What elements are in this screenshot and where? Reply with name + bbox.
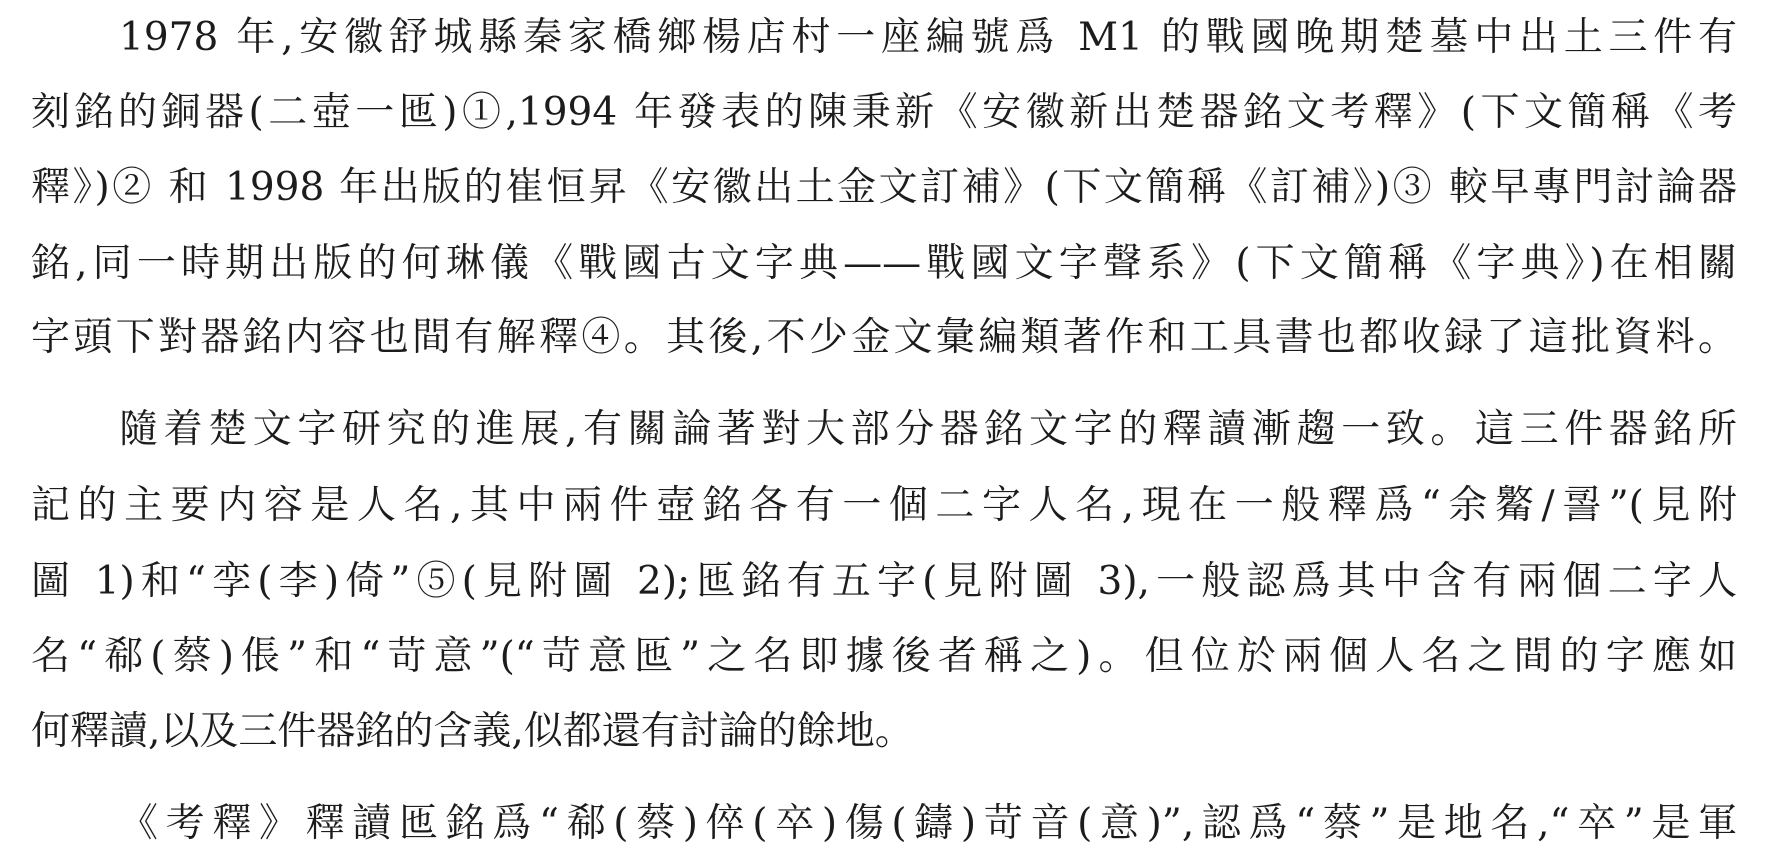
paragraph-1-line-4: 銘,同一時期出版的何琳儀《戰國古文字典——戰國文字聲系》(下文簡稱《字典》)在相關 — [31, 241, 1737, 286]
paragraph-1-line-5: 字頭下對器銘内容也間有解釋④。其後,不少金文彙編類著作和工具書也都收録了這批資料。 — [31, 315, 1737, 360]
paragraph-2-line-3: 圖 1)和“孪(李)倚”⑤(見附圖 2);匜銘有五字(見附圖 3),一般認爲其中含有兩個二字人 — [31, 559, 1737, 604]
paragraph-1-line-3: 釋》)② 和 1998 年出版的崔恒昇《安徽出土金文訂補》(下文簡稱《訂補》)③ 較早專門討論器 — [31, 165, 1737, 210]
paragraph-2-line-5: 何釋讀,以及三件器銘的含義,似都還有討論的餘地。 — [31, 709, 914, 754]
paragraph-1-line-1: 1978 年,安徽舒城縣秦家橋鄉楊店村一座編號爲 M1 的戰國晚期楚墓中出土三件有 — [119, 15, 1737, 60]
paragraph-2-line-4: 名“郗(蔡)倀”和“苛意”(“苛意匜”之名即據後者稱之)。但位於兩個人名之間的字應如 — [31, 634, 1737, 679]
paragraph-2-line-2: 記的主要内容是人名,其中兩件壺銘各有一個二字人名,現在一般釋爲“余䚫/䛐”(見附 — [31, 483, 1737, 528]
paragraph-3-line-1: 《考釋》釋讀匜銘爲“郗(蔡)倅(卒)傷(鑄)苛音(意)”,認爲“蔡”是地名,“卒”是軍 — [119, 801, 1737, 846]
page-body — [31, 0, 1737, 856]
paragraph-1-line-2: 刻銘的銅器(二壺一匜)①,1994 年發表的陳秉新《安徽新出楚器銘文考釋》(下文簡稱《考 — [31, 90, 1737, 135]
paragraph-2-line-1: 隨着楚文字研究的進展,有關論著對大部分器銘文字的釋讀漸趨一致。這三件器銘所 — [119, 407, 1737, 452]
